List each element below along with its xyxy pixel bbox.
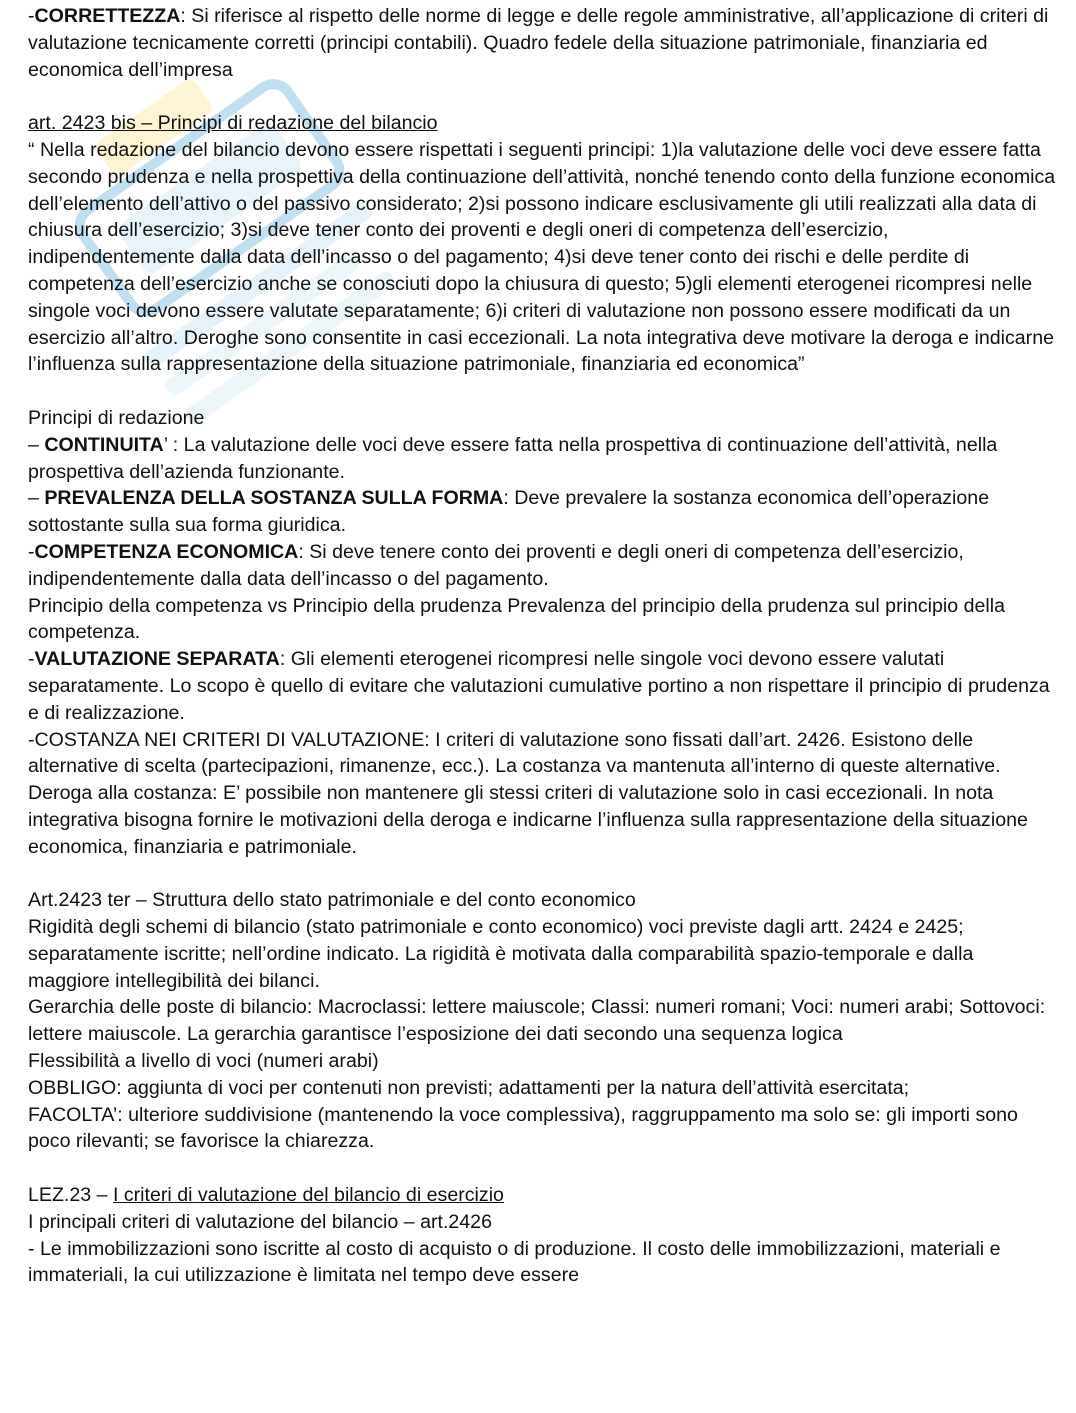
lez23-paragraph: - Le immobilizzazioni sono iscritte al costo di acquisto o di produzione. Il costo delle immobilizzazioni, materiali e immateriali, la cui utilizzazione è limitata nel tempo deve essere [28,1237,1001,1287]
prevalenza-paragraph: – PREVALENZA DELLA SOSTANZA SULLA FORMA: Deve prevalere la sostanza economica dell’operazione sottostante sulla sua forma giuridica. [28,487,990,537]
gerarchia-paragraph: Gerarchia delle poste di bilancio: Macroclassi: lettere maiuscole; Classi: numeri romani; Voci: numeri arabi; Sottovoci: lettere maiuscole. La gerarchia garantisce l’esposizione dei dati secondo una sequenza logica [28,996,1046,1046]
valutazione-term: VALUTAZIONE SEPARATA [34,648,280,671]
continuita-paragraph: – CONTINUITA’ : La valutazione delle voci deve essere fatta nella prospettiva di continuazione dell’attività, nella prospettiva dell’azienda funzionante. [28,433,998,483]
art2423ter-heading: Art.2423 ter – Struttura dello stato patrimoniale e del conto economico [28,889,636,912]
competenza-paragraph: -COMPETENZA ECONOMICA: Si deve tenere conto dei proventi e degli oneri di competenza dell’esercizio, indipendentemente dalla data dell’incasso o del pagamento. [28,540,964,590]
costanza-paragraph: -COSTANZA NEI CRITERI DI VALUTAZIONE: I criteri di valutazione sono fissati dall’art. 2426. Esistono delle alternative di scelta (partecipazioni, rimanenze, ecc.). La costanza va mantenuta all’interno di queste alternative. Deroga alla costanza: E’ possibile non mantenere gli stessi criteri di valutazione solo in casi eccezionali. In nota integrativa bisogna fornire le motivazioni della deroga e indicarne l’influenza sulla rappresentazione della situazione economica, finanziaria e patrimoniale. [28,728,1028,858]
art2423bis-quote: “ Nella redazione del bilancio devono essere rispettati i seguenti principi: 1)la valutazione delle voci deve essere fatta secondo prudenza e nella prospettiva della continuazione dell’attività, nonché tenendo conto della funzione economica dell’elemento dell’attivo o del passivo considerato; 2)si possono indicare esclusivamente gli utili realizzati alla data di chiusura dell’esercizio; 3)si deve tener conto dei proventi e degli oneri di competenza dell’esercizio, indipendentemente dalla data dell’incasso o del pagamento; 4)si deve tener conto dei rischi e delle perdite di competenza dell’esercizio anche se conosciuti dopo la chiusura di questo; 5)gli elementi eterogenei ricompresi nelle singole voci devono essere valutate separatamente; 6)i criteri di valutazione non possono essere modificati da un esercizio all’altro. Deroghe sono consentite in casi eccezionali. La nota integrativa deve motivare la deroga e indicarne l’influenza sulla rappresentazione della situazione patrimoniale, finanziaria ed economica” [28,138,1056,376]
competenza-term: COMPETENZA ECONOMICA [34,540,299,563]
document-page [28,3,1058,1289]
principi-heading: Principi di redazione [28,406,205,429]
flessibilita-paragraph: Flessibilità a livello di voci (numeri arabi) [28,1050,379,1073]
facolta-paragraph: FACOLTA’: ulteriore suddivisione (mantenendo la voce complessiva), raggruppamento ma solo se: gli importi sono poco rilevanti; se favorisce la chiarezza. [28,1103,1018,1153]
art2423bis-heading: art. 2423 bis – Principi di redazione del bilancio [28,112,438,135]
lez23-subheading: I principali criteri di valutazione del bilancio – art.2426 [28,1210,492,1233]
rigidita-paragraph: Rigidità degli schemi di bilancio (stato patrimoniale e conto economico) voci previste dagli artt. 2424 e 2425; separatamente iscritte; nell’ordine indicato. La rigidità è motivata dalla comparabilità spazio-temporale e dalla maggiore intellegibilità dei bilanci. [28,916,974,992]
lez23-heading: LEZ.23 – I criteri di valutazione del bilancio di esercizio [28,1184,504,1207]
correttezza-paragraph: -CORRETTEZZA: Si riferisce al rispetto delle norme di legge e delle regole amministrative, all’applicazione di criteri di valutazione tecnicamente corretti (principi contabili). Quadro fedele della situazione patrimoniale, finanziaria ed economica dell’impresa [28,5,1049,81]
prevalenza-term: PREVALENZA DELLA SOSTANZA SULLA FORMA [44,487,504,510]
continuita-term: CONTINUITA [44,433,164,456]
valutazione-paragraph: -VALUTAZIONE SEPARATA: Gli elementi eterogenei ricompresi nelle singole voci devono essere valutati separatamente. Lo scopo è quello di evitare che valutazioni cumulative portino a non rispettare il principio di prudenza e di realizzazione. [28,648,1050,724]
obbligo-paragraph: OBBLIGO: aggiunta di voci per contenuti non previsti; adattamenti per la natura dell’attività esercitata; [28,1076,910,1099]
correttezza-term: CORRETTEZZA [34,5,181,27]
lez23-title: I criteri di valutazione del bilancio di esercizio [112,1184,504,1207]
competenza-vs-paragraph: Principio della competenza vs Principio della prudenza Prevalenza del principio della prudenza sul principio della competenza. [28,594,1005,644]
